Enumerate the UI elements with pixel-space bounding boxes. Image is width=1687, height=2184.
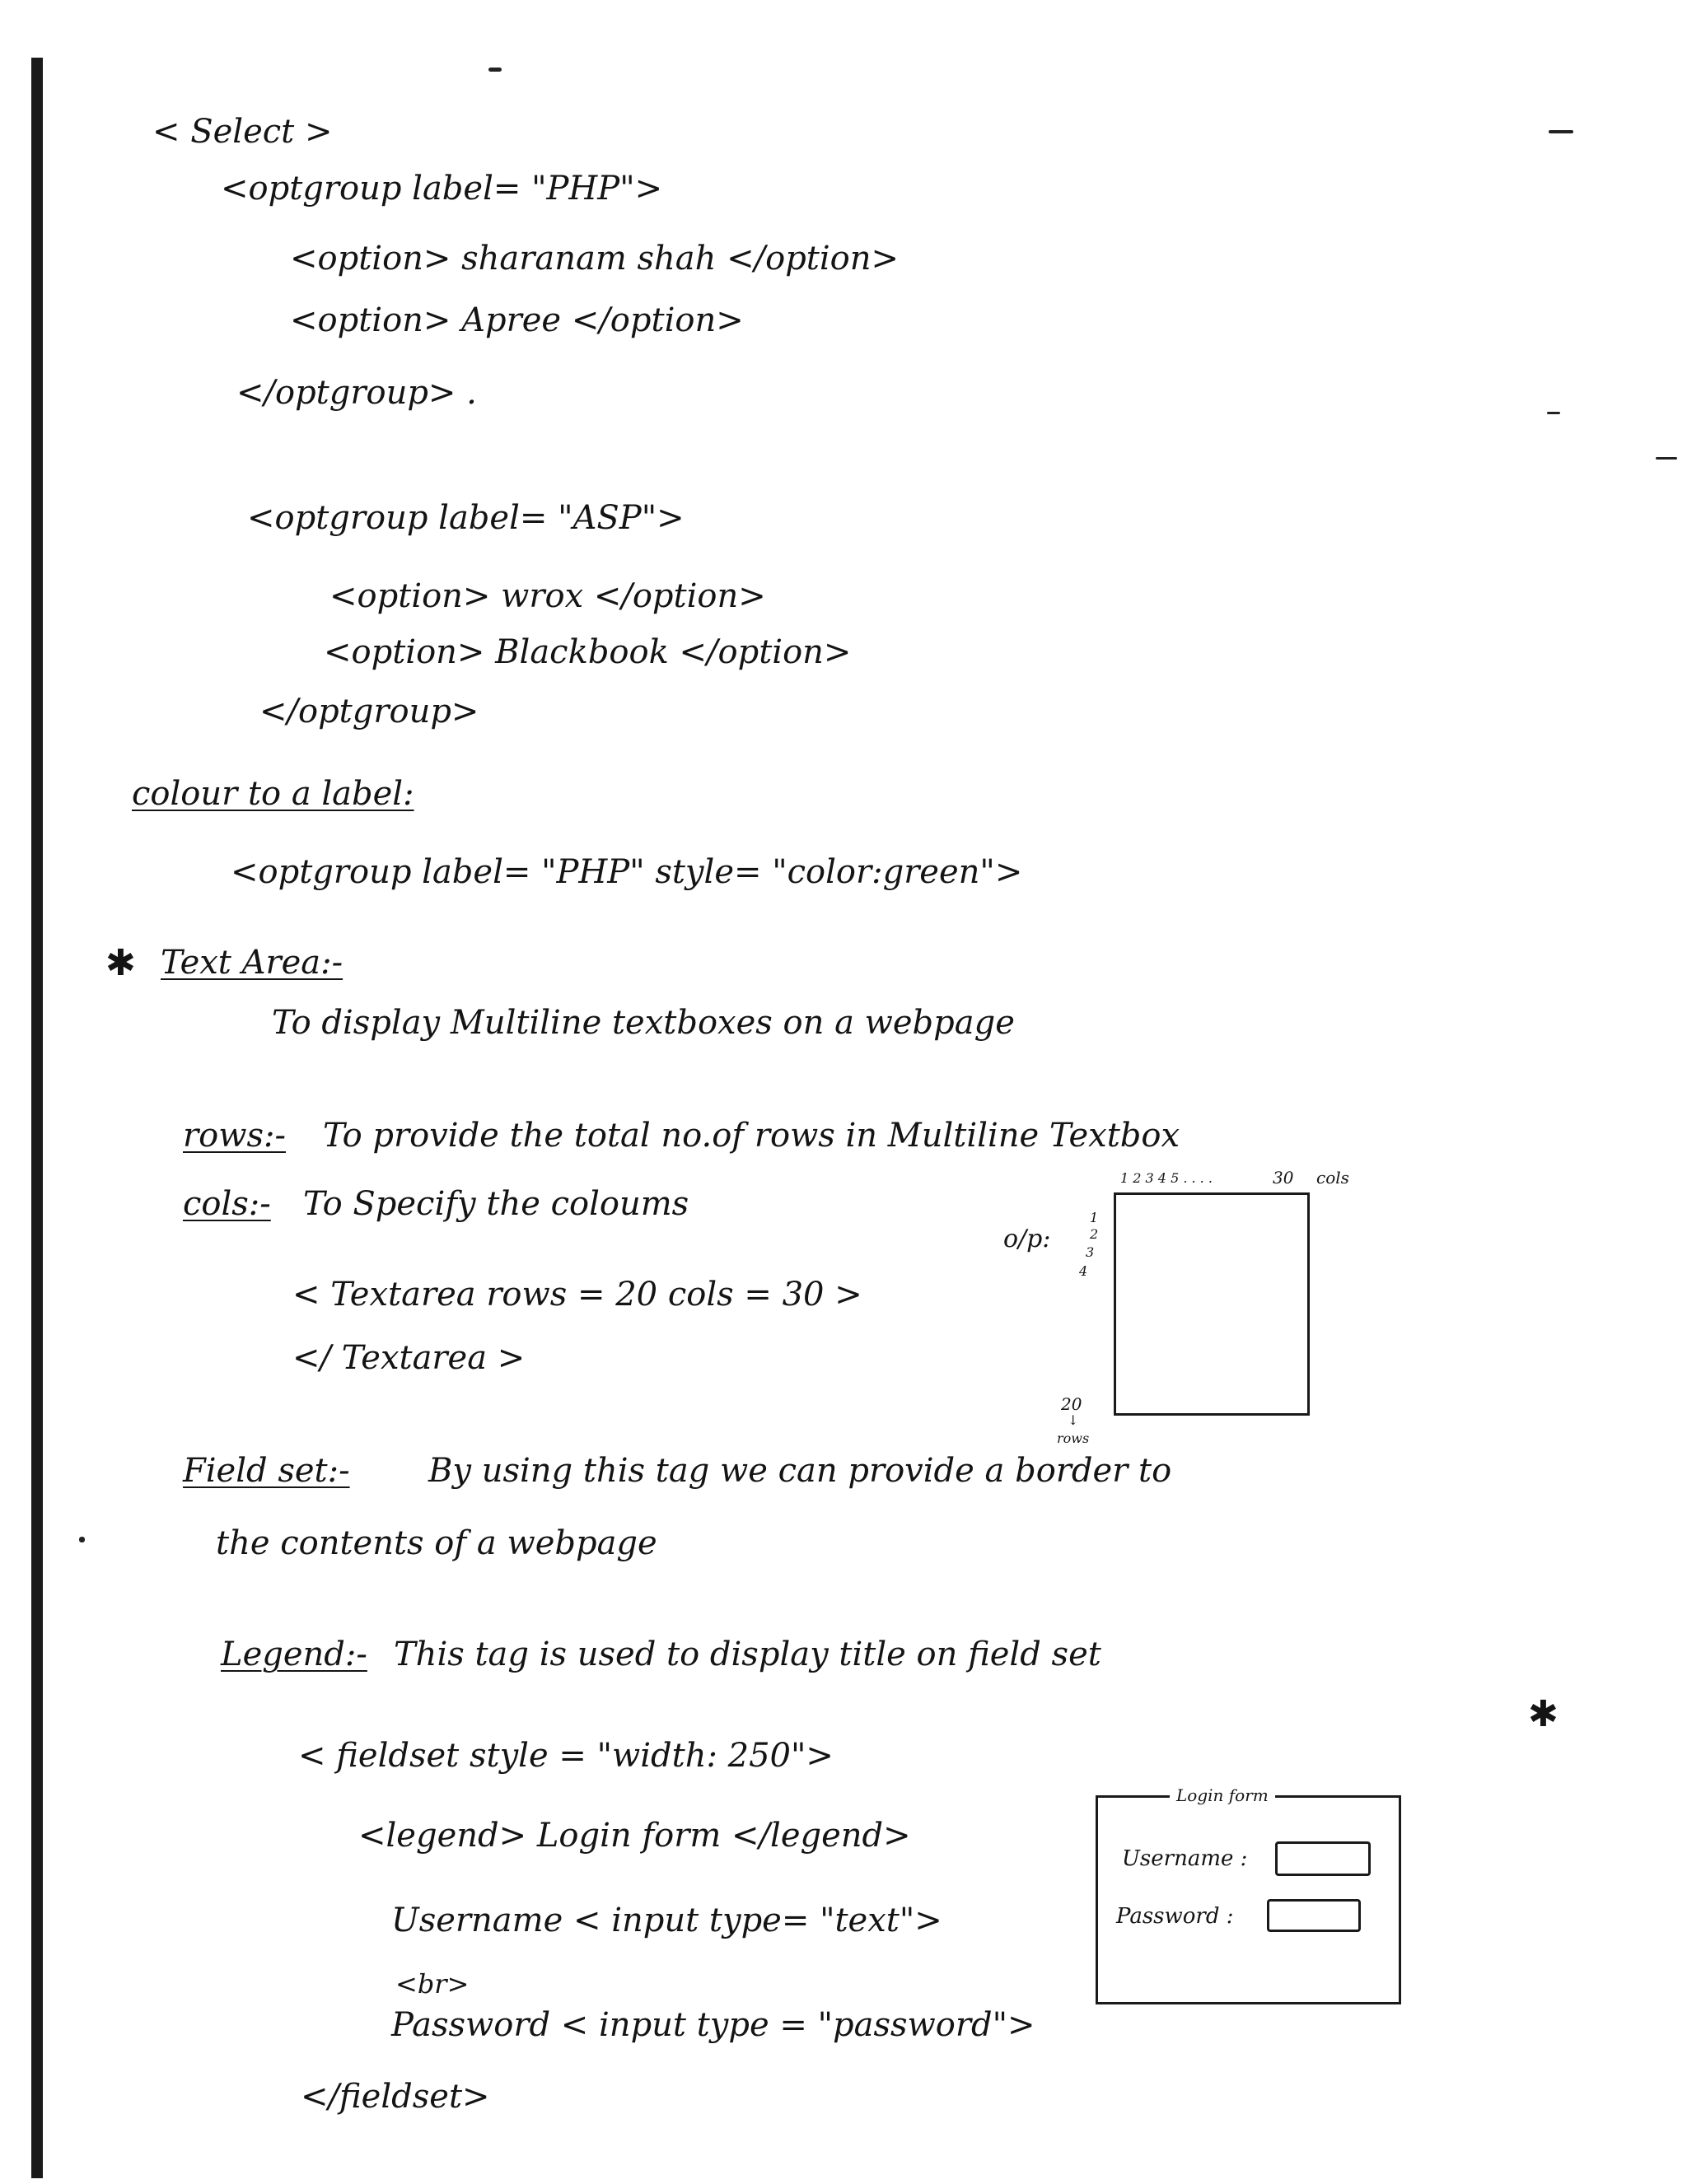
column-unit-label: cols [1316,1168,1349,1188]
row-tick-label: 4 [1079,1263,1088,1279]
note-line: </fieldset> [301,2078,490,2116]
password-sketch-label: Password : [1116,1904,1234,1929]
page-speck [1549,130,1573,133]
section-heading: Text Area:- [161,944,343,982]
note-line: <optgroup label= "ASP"> [247,499,685,537]
note-line: < Select > [152,113,333,151]
row-tick-label: 1 [1090,1210,1099,1225]
note-line: Password < input type = "password"> [391,2006,1035,2044]
row-tick-label: 3 [1086,1244,1095,1260]
page-speck [1547,412,1560,414]
note-line: <option> Apree </option> [290,301,744,339]
note-line: <option> wrox </option> [329,577,766,615]
note-line: This tag is used to display title on field set [394,1636,1101,1673]
page-speck [488,68,502,72]
note-line: <optgroup label= "PHP"> [221,170,663,208]
page-speck [79,1537,85,1542]
note-line: To Specify the coloums [303,1185,689,1223]
note-line: To provide the total no.of rows in Multiline Textbox [323,1117,1180,1155]
down-arrow-icon: ↓ [1068,1412,1079,1428]
note-line: To display Multiline textboxes on a webpage [272,1004,1015,1042]
note-line: <option> Blackbook </option> [324,633,852,671]
row-unit-label: rows [1057,1430,1090,1446]
star-bullet-icon: ✱ [105,942,136,984]
note-line: Username < input type= "text"> [391,1902,942,1939]
fieldset-sketch-legend: Login form [1170,1785,1275,1805]
output-label: o/p: [1003,1225,1051,1253]
password-sketch-field [1267,1899,1361,1932]
username-sketch-label: Username : [1122,1846,1248,1871]
note-line: <option> sharanam shah </option> [290,240,900,278]
note-line: < fieldset style = "width: 250"> [298,1737,834,1775]
username-sketch-field [1275,1841,1371,1876]
note-line: </optgroup> . [236,374,477,412]
note-line: <legend> Login form </legend> [358,1817,911,1855]
row-tick-label: 2 [1090,1226,1099,1242]
note-line: <br> [395,1968,470,2000]
note-line: the contents of a webpage [216,1524,657,1562]
notebook-margin-line [31,58,43,2178]
note-line: </ Textarea > [292,1339,526,1377]
note-line: By using this tag we can provide a border to [428,1452,1172,1490]
note-line: < Textarea rows = 20 cols = 30 > [292,1276,862,1314]
term-label: rows:- [183,1117,286,1155]
note-line: </optgroup> [259,693,479,730]
term-label: Legend:- [221,1636,367,1673]
row-end-label: 20 [1061,1394,1082,1414]
column-end-label: 30 [1273,1168,1294,1188]
term-label: cols:- [183,1185,271,1223]
note-line: <optgroup label= "PHP" style= "color:green"> [231,853,1023,891]
star-doodle-icon: ✱ [1528,1693,1558,1735]
section-heading: colour to a label: [132,775,414,813]
page-speck [1656,457,1677,460]
column-tick-labels: 1 2 3 4 5 . . . . [1120,1170,1213,1186]
textarea-sketch-box [1114,1192,1310,1416]
section-heading: Field set:- [183,1452,350,1490]
